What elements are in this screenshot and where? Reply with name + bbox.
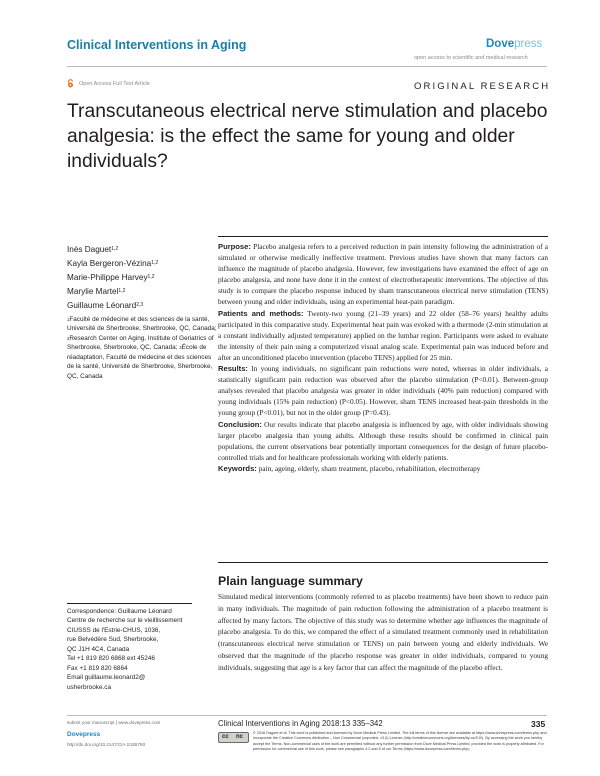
abstract-results: Results: In young individuals, no significant pain reductions were noted, whereas in older individuals, a statistically significant pain reduction was observed after the placebo stimulation (P<0.01). Between-group analyses revealed that placebo analgesia was greater in older individuals (40% pain reduction) compared with young individuals (15% pain reduction) (P<0.05). However, sham TENS increased heat-pain thresholds in the young group (P<0.01), but not in the older group (P=0.43). bbox=[218, 364, 548, 418]
plain-language-body: Simulated medical interventions (commonly referred to as placebo treatments) have been shown to reduce pain in many individuals. The magnitude of pain reduction following the administration of a placebo treatment is affected by many factors. The objective of this study was to determine whether age influences the magnitude of placebo analgesia. To do this, we compared the effect of a simulated treatment commonly used in rehabilitation (transcutaneous electrical nerve stimulation or TENS) on pain between young and elderly individuals. We observed that the magnitude of the placebo response was greater in older individuals, compared to young individuals, suggesting that age is a key factor that can affect the magnitude of the placebo effect. bbox=[218, 592, 548, 672]
page-number: 335 bbox=[531, 719, 546, 729]
abstract-keywords: Keywords: pain, ageing, elderly, sham treatment, placebo, rehabilitation, electrotherapy bbox=[218, 463, 481, 473]
publisher-tagline: open access to scientific and medical research bbox=[414, 55, 528, 61]
license-text: © 2018 Daguet et al. This work is published and licensed by Dove Medical Press Limited. The full terms of this license are available at https://www.dovepress.com/terms.php and incorporate the Creative Commons Attribution – Non Commercial (unported, v3.0) License (http://creativecommons.org/licenses/by-nc/3.0/). By accessing the work you hereby accept the Terms. Non-commercial uses of the work are permitted without any further permission from Dove Medical Press Limited, provided the work is properly attributed. For permission for commercial use of this work, please see paragraphs 4.2 and 5 of our Terms (https://www.dovepress.com/terms.php). bbox=[253, 731, 547, 751]
abstract-top-rule bbox=[218, 236, 548, 237]
author-item[interactable]: Kayla Bergeron-Vézina$^{1,2}$ bbox=[67, 259, 159, 269]
journal-citation: Clinical Interventions in Aging 2018:13 335–342 bbox=[218, 719, 383, 728]
correspondence-line: QC J1H 4C4, Canada bbox=[67, 645, 130, 653]
correspondence-line: CIUSSS de l'Estrie-CHUS, 1036, bbox=[67, 626, 161, 634]
creative-commons-badge[interactable] bbox=[218, 732, 249, 743]
author-item[interactable]: Marylie Martel$^{1,2}$ bbox=[67, 287, 126, 297]
correspondence-line: Centre de recherche sur le vieillissement bbox=[67, 617, 183, 625]
correspondence-line: rue Belvédère Sud, Sherbrooke, bbox=[67, 636, 159, 644]
abstract-purpose: Purpose: Placebo analgesia refers to a perceived reduction in pain intensity following the administration of a simulated or otherwise medically ineffective treatment. Previous studies have shown that many factors can influence the magnitude of placebo analgesia. However, few investigations have examined the effect of age on placebo analgesia, and none have done it in the context of electrotherapeutic interventions. The objective of this study is to compare the placebo response induced by sham transcutaneous electrical nerve stimulation (TENS) between young and older individuals, using an experimental heat-pain paradigm. bbox=[218, 242, 548, 307]
publisher-logo-main: Dove bbox=[486, 38, 515, 50]
correspondence-email[interactable]: Email guillaume.leonard2@ bbox=[67, 674, 146, 682]
author-item[interactable]: Marie-Philippe Harvey$^{1,2}$ bbox=[67, 273, 155, 283]
correspondence-line: Correspondence: Guillaume Léonard bbox=[67, 608, 172, 615]
open-access-lock-icon bbox=[67, 79, 74, 88]
author-item[interactable]: Inès Daguet$^{1,2}$ bbox=[67, 245, 119, 254]
publisher-logo[interactable] bbox=[486, 38, 542, 50]
abstract bbox=[218, 241, 548, 474]
submit-manuscript-link[interactable]: submit your manuscript | www.dovepress.com bbox=[67, 720, 161, 725]
journal-name[interactable]: Clinical Interventions in Aging bbox=[67, 38, 247, 52]
article-title: Transcutaneous electrical nerve stimulation and placebo analgesia: is the effect the same for young and older individuals? bbox=[67, 101, 548, 172]
correspondence-email[interactable]: usherbrooke.ca bbox=[67, 683, 112, 691]
abstract-bottom-rule bbox=[218, 562, 548, 563]
cc-badge-right: nc bbox=[236, 734, 244, 740]
publisher-logo-suffix: press bbox=[514, 38, 543, 50]
footer-divider bbox=[67, 715, 547, 716]
doi-link[interactable]: http://dx.doi.org/10.2147/CIA.S155760 bbox=[67, 742, 146, 747]
article-type: ORIGINAL RESEARCH bbox=[414, 81, 551, 92]
author-item[interactable]: Guillaume Léonard$^{2,3}$ bbox=[67, 301, 144, 311]
affiliations: $^1$Faculté de médecine et des sciences de la santé, Université de Sherbrooke, Sherbrooke, QC, Canada; $^2$Research Center on Aging, Institute of Geriatrics of Sherbrooke, Sherbrooke, QC, Canada; $^3$École de réadaptation, Faculté de médecine et des sciences de la santé, Université de Sherbrooke, Sherbrooke, QC, Canada bbox=[67, 316, 217, 380]
abstract-conclusion: Conclusion: Our results indicate that placebo analgesia is influenced by age, with older individuals showing larger placebo analgesia than young adults. Although these results should be confirmed in clinical pain populations, the current observations bear potentially important consequences for the design of future placebo-controlled trials and for healthcare professionals working with elderly patients. bbox=[218, 419, 548, 462]
correspondence-line: Fax +1 819 820 6864 bbox=[67, 664, 128, 672]
cc-badge-left: cc bbox=[222, 734, 229, 740]
abstract-methods: Patients and methods: Twenty-two young (21–39 years) and 22 older (58–76 years) healthy adults participated in this comparative study. Experimental heat pain was evoked with a thermode (2-min stimulation at a constant individually adjusted temperature) applied on the lumbar region. Participants were asked to evaluate the intensity of their pain using a computerized visual analog scale. Experimental pain was induced before and after an unconditioned placebo intervention (placebo TENS) applied for 25 min. bbox=[218, 308, 548, 362]
plain-language-heading: Plain language summary bbox=[218, 574, 363, 588]
correspondence-line: Tel +1 819 820 6868 ext 45246 bbox=[67, 655, 155, 663]
open-access-label: Open Access Full Text Article bbox=[79, 81, 150, 87]
correspondence-rule bbox=[67, 603, 192, 604]
author-list bbox=[67, 243, 217, 313]
correspondence bbox=[67, 607, 207, 692]
header-divider bbox=[67, 66, 547, 67]
footer-publisher-logo[interactable]: Dovepress bbox=[67, 731, 101, 738]
